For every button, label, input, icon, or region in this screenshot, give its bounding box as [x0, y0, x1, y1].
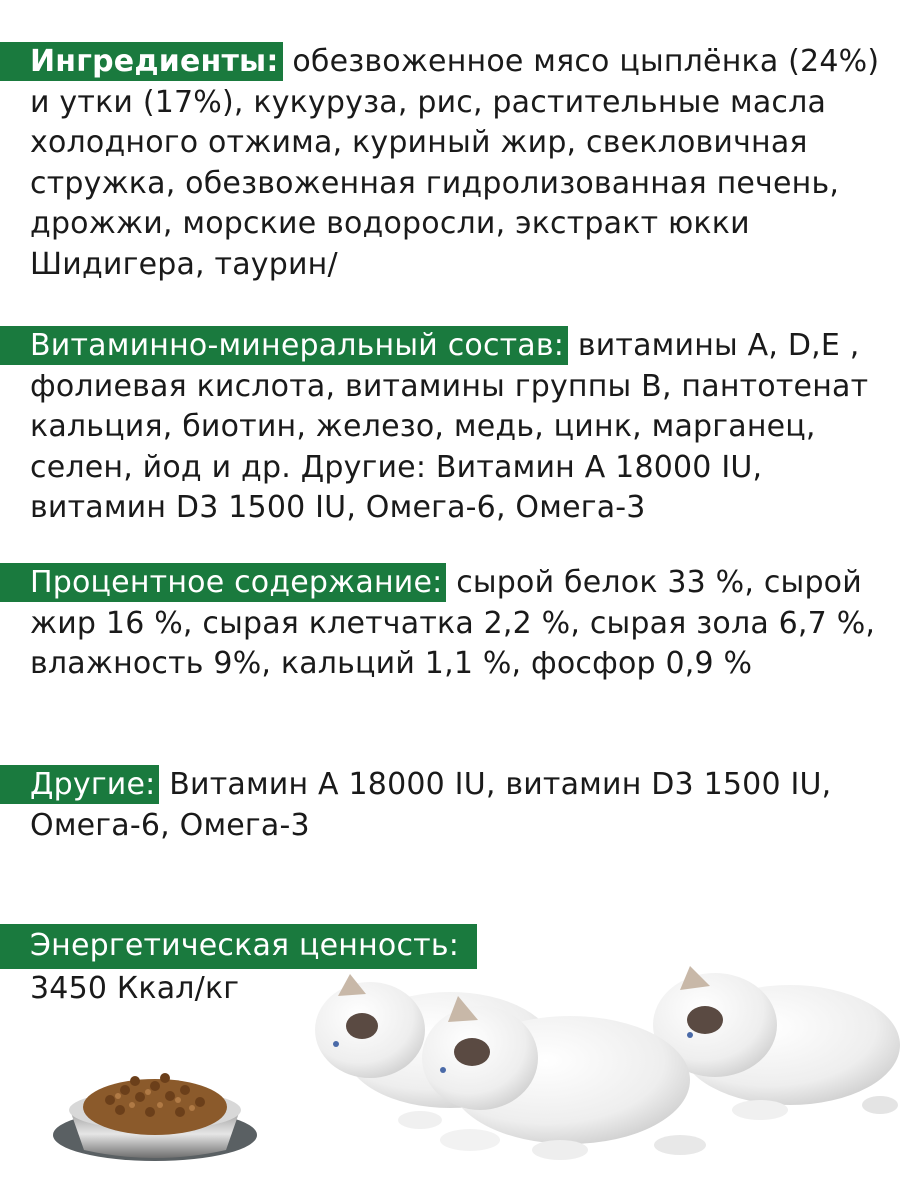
- kittens-image: [315, 966, 900, 1160]
- illustration: [0, 940, 901, 1201]
- percentage-label: Процентное содержание:: [0, 563, 446, 602]
- other-label: Другие:: [0, 765, 159, 804]
- vitamins-label: Витаминно-минеральный состав:: [0, 326, 568, 365]
- energy-label: Энергетическая ценность:: [0, 924, 477, 969]
- vitamins-text: витамины А, D,E , фолиевая кислота, витамины группы В, пантотенат кальция, биотин, железо, медь, цинк, марганец, селен, йод и др. Другие: Витамин А 18000 IU, витамин D3 1500 IU, Омега-6, Омега-3: [30, 328, 869, 525]
- percentage-paragraph: [0, 563, 880, 685]
- percentage-text: сырой белок 33 %, сырой жир 16 %, сырая клетчатка 2,2 %, сырая зола 6,7 %, влажность 9%, кальций 1,1 %, фосфор 0,9 %: [30, 565, 876, 681]
- food-bowl-icon: [53, 1073, 257, 1161]
- kitten-back: [653, 966, 900, 1120]
- ingredients-label: Ингредиенты:: [0, 42, 283, 81]
- ingredients-paragraph: [0, 42, 880, 285]
- other-text: Витамин А 18000 IU, витамин D3 1500 IU, Омега-6, Омега-3: [30, 767, 832, 843]
- vitamins-section: [0, 326, 880, 529]
- vitamins-paragraph: [0, 326, 880, 529]
- other-paragraph: [0, 765, 880, 846]
- energy-text: 3450 Ккал/кг: [30, 970, 240, 1006]
- percentage-section: [0, 563, 880, 685]
- ingredients-section: [0, 42, 880, 285]
- other-section: [0, 765, 880, 846]
- ingredients-text: обезвоженное мясо цыплёнка (24%) и утки (17%), кукуруза, рис, растительные масла холодного отжима, куриный жир, свекловичная стружка, обезвоженная гидролизованная печень, дрожжи, морские водоросли, экстракт юкки Шидигера, таурин/: [30, 44, 880, 282]
